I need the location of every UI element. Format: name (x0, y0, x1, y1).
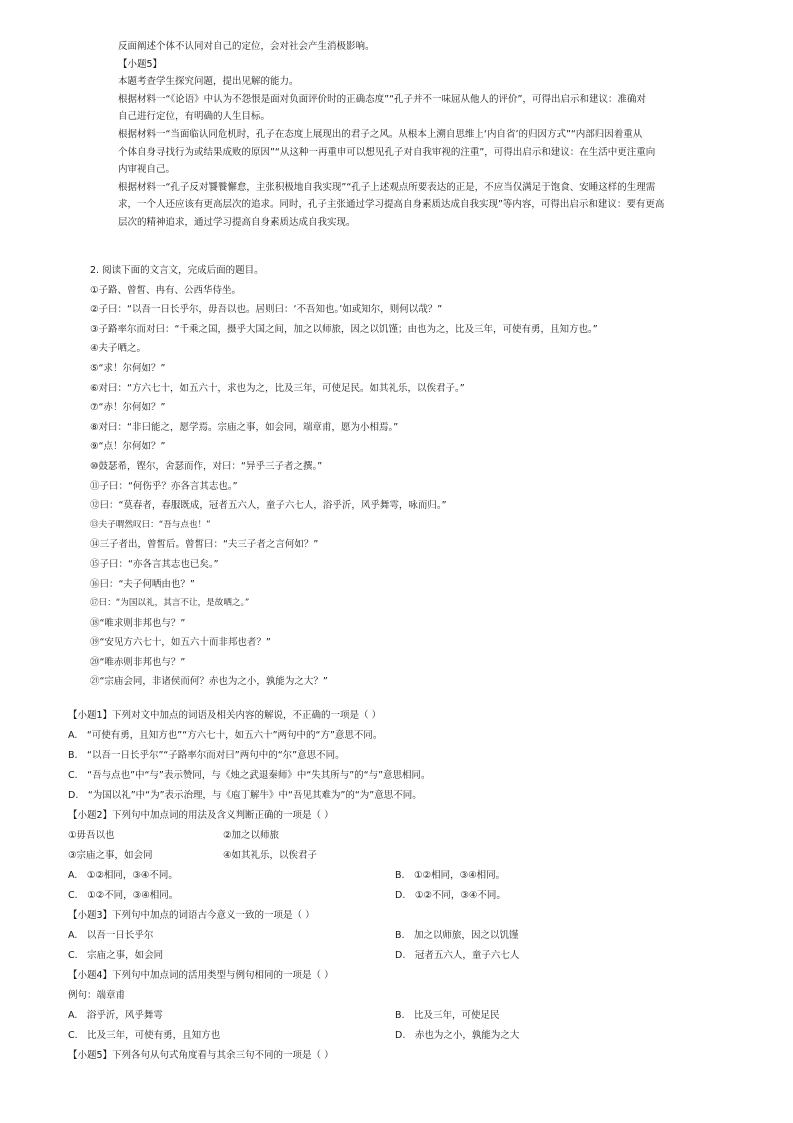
option-d: D. 冠者五六人，童子六七人 (395, 950, 520, 961)
passage-line: ⑩鼓瑟希，铿尔，舍瑟而作，对曰：“异乎三子者之撰。” (90, 460, 323, 472)
option-c: C. “吾与点也”中“与”表示赞同，与《烛之武退秦师》中“失其所与”的“与”意思相同。 (68, 770, 431, 781)
sentence-item: ①毋吾以也 (68, 830, 115, 841)
passage-line: ⑦“赤！尔何如？” (90, 402, 166, 414)
option-b: B. 比及三年，可使足民 (395, 1010, 500, 1021)
passage-line: ⑱“唯求则非邦也与？” (90, 617, 186, 629)
passage-line: ②子曰：“以吾一日长乎尔，毋吾以也。居则曰：‘不吾知也。’如或知尔，则何以哉？” (90, 304, 443, 316)
passage-line: ⑪子曰：“何伤乎？亦各言其志也。” (90, 480, 238, 492)
option-b: B. “以吾一日长乎尔”“子路率尔而对曰”两句中的“尔”意思不同。 (68, 750, 345, 761)
option-row (68, 1006, 728, 1026)
option-d: D. ①②不同，③④不同。 (395, 890, 506, 901)
option-a: A. “可使有勇，且知方也”“方六七十，如五六十”两句中的“方”意思不同。 (68, 730, 383, 741)
passage-line: ⑯曰：“夫子何哂由也？” (90, 578, 195, 590)
passage-line: ⑭三子者出，曾皙后。曾皙曰：“夫三子者之言何如？” (90, 539, 319, 551)
sentence-item: ③宗庙之事，如会同 (68, 850, 153, 861)
passage-line: ⑥对曰：“方六七十，如五六十，求也为之，比及三年，可使足民。如其礼乐，以俟君子。” (90, 382, 465, 394)
option-row (68, 886, 728, 906)
passage-line: ⑲“安见方六七十，如五六十而非邦也者？” (90, 637, 271, 649)
question-stem: 【小题5】下列各句从句式角度看与其余三句不同的一项是（ ） (68, 1050, 334, 1061)
explanation-line: 根据材料一“当面临认同危机时，孔子在态度上展现出的君子之风。从根本上溯自思维上‘内自省’的归因方式”“内部归因着重从 (118, 128, 643, 140)
passage-line: ⑰曰：“为国以礼，其言不让，是故哂之。” (90, 598, 250, 609)
passage-line: ①子路、曾皙、冉有、公西华侍坐。 (90, 284, 242, 296)
option-b: B. 加之以师旅，因之以饥馑 (395, 930, 519, 941)
passage-line: ㉑“宗庙会同，非诸侯而何？赤也为之小，孰能为之大？” (90, 676, 328, 688)
option-row (68, 1026, 728, 1046)
explanation-line: 内审视自己。 (118, 164, 176, 176)
sentence-row (68, 846, 728, 866)
question-stem: 【小题3】下列句中加点的词语古今意义一致的一项是（ ） (68, 910, 315, 921)
option-row (68, 946, 728, 966)
option-row (68, 926, 728, 946)
question-stem: 【小题1】下列对文中加点的词语及相关内容的解说，不正确的一项是（ ） (68, 710, 382, 721)
passage-line: ⑤“求！尔何如？” (90, 362, 166, 374)
passage-intro: 2. 阅读下面的文言文，完成后面的题目。 (90, 265, 264, 276)
option-row (68, 866, 728, 886)
passage-line: ⑧对曰：“非曰能之，愿学焉。宗庙之事，如会同，端章甫，愿为小相焉。” (90, 421, 399, 433)
question-section (68, 706, 728, 1066)
option-a: A. 以吾一日长乎尔 (68, 930, 154, 941)
passage-line: ③子路率尔而对曰：“千乘之国，摄乎大国之间，加之以师旅，因之以饥馑；由也为之，比及三年，可使有勇，且知方也。” (90, 323, 598, 335)
option-d: D. “为国以礼”中“为”表示治理，与《庖丁解牛》中“吾见其难为”的“为”意思不同。 (68, 790, 422, 801)
option-c: C. 宗庙之事，如会同 (68, 950, 164, 961)
explanation-line: 个体自身寻找行为或结果成败的原因”“从这种一再重申可以想见孔子对自我审视的注重”，可得出启示和建议：在生活中更注重向 (118, 146, 656, 158)
explanation-line: 根据材料一“《论语》中认为不怨恨是面对负面评价时的正确态度”“孔子并不一味屈从他人的评价”，可得出启示和建议：准确对 (118, 93, 646, 105)
option-c: C. ①②不同，③④相同。 (68, 890, 179, 901)
option-c: C. 比及三年，可使有勇，且知方也 (68, 1030, 221, 1041)
explanation-line: 求，一个人还应该有更高层次的追求。同时，孔子主张通过学习提高自身素质达成自我实现”等内容，可得出启示和建议：要有更高 (118, 199, 665, 211)
passage-line: ⑫曰：“莫春者，春服既成，冠者五六人，童子六七人，浴乎沂，风乎舞雩，咏而归。” (90, 500, 447, 512)
passage-line: ⑳“唯赤则非邦也与？” (90, 656, 186, 668)
option-a: A. ①②相同，③④不同。 (68, 870, 178, 881)
question-stem: 【小题4】下列句中加点词的活用类型与例句相同的一项是（ ） (68, 970, 334, 981)
explanation-line: 自己进行定位，有明确的人生目标。 (118, 111, 271, 123)
passage-line: ⑮子曰：“亦各言其志也已矣。” (90, 558, 219, 570)
explanation-line: 反面阐述个体不认同对自己的定位，会对社会产生消极影响。 (118, 41, 375, 52)
explanation-line: 层次的精神追求，通过学习提高自身素质达成自我实现。 (118, 216, 356, 228)
option-a: A. 浴乎沂，风乎舞雩 (68, 1010, 163, 1021)
sentence-item: ④如其礼乐，以俟君子 (223, 850, 318, 861)
passage-line: ④夫子哂之。 (90, 343, 147, 355)
explanation-line: 【小题5】 (118, 58, 163, 70)
explanation-line: 根据材料一“孔子反对饕餮懈怠，主张积极地自我实现”“孔子上述观点所要表达的正是，不应当仅满足于饱食、安睡这样的生理需 (118, 181, 656, 193)
example-sentence: 例句：端章甫 (68, 990, 126, 1001)
passage-line: ⑬夫子喟然叹曰：“吾与点也！” (90, 519, 211, 530)
option-d: D. 赤也为之小，孰能为之大 (395, 1030, 520, 1041)
question-stem: 【小题2】下列句中加点词的用法及含义判断正确的一项是（ ） (68, 810, 334, 821)
explanation-line: 本题考查学生探究问题，提出见解的能力。 (118, 76, 299, 88)
option-b: B. ①②相同，③④相同。 (395, 870, 506, 881)
passage-line: ⑨“点！尔何如？” (90, 441, 166, 453)
sentence-item: ②加之以师旅 (223, 830, 280, 841)
answer-explanation (118, 38, 706, 232)
classical-passage (90, 264, 710, 695)
sentence-row (68, 826, 728, 846)
